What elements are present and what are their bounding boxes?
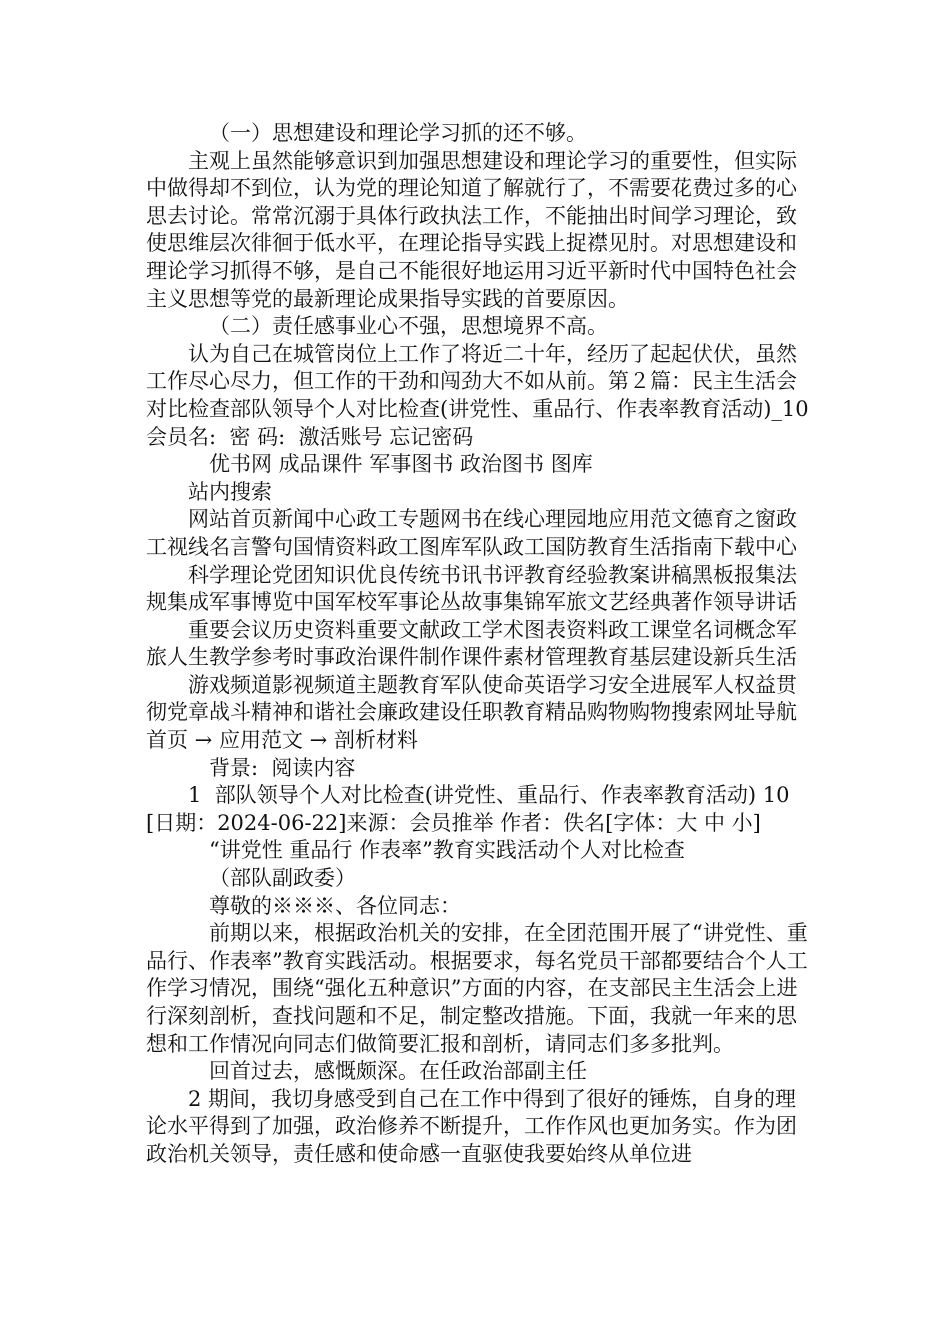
paragraph-8: 科学理论党团知识优良传统书讯书评教育经验教案讲稿黑板报集法规集成军事博览中国军校军事论丛故事集锦军旅文艺经典著作领导讲话 xyxy=(146,562,797,615)
paragraph-10: 游戏频道影视频道主题教育军队使命英语学习安全进展军人权益贯彻党章战斗精神和谐社会廉政建设任职教育精品购物购物搜索网址导航 首页 → 应用范文 → 剖析材料 xyxy=(146,672,804,753)
paragraph-4: 认为自己在城管岗位上工作了将近二十年，经历了起起伏伏，虽然工作尽心尽力，但工作的干劲和闯劲大不如从前。第２篇：民主生活会对比检查部队领导个人对比检查(讲党性、重品行、作表率教育活动)_10 会员名: 密 码: 激活账号 忘记密码 xyxy=(146,341,816,449)
paragraph-1: （一）思想建设和理论学习抓的还不够。 xyxy=(209,121,587,145)
document-body xyxy=(146,120,814,1169)
paragraph-2: 主观上虽然能够意识到加强思想建设和理论学习的重要性，但实际中做得却不到位，认为党的理论知道了解就行了，不需要花费过多的心思去讨论。常常沉溺于具体行政执法工作，不能抽出时间学习理论，致使思维层次徘徊于低水平，在理论指导实践上捉襟见肘。对思想建设和理论学习抓得不够，是自己不能很好地运用习近平新时代中国特色社会主义思想等党的最新理论成果指导实践的首要原因。 xyxy=(146,148,797,311)
paragraph-16: 前期以来，根据政治机关的安排，在全团范围开展了“讲党性、重品行、作表率”教育实践活动。根据要求，每名党员干部都要结合个人工作学习情况，围绕“强化五种意识”方面的内容，在支部民主生活会上进行深刻剖析，查找问题和不足，制定整改措施。下面，我就一年来的思想和工作情况向同志们做简要汇报和剖析，请同志们多多批判。 xyxy=(146,921,808,1056)
paragraph-12: 1 部队领导个人对比检查(讲党性、重品行、作表率教育活动) 10 [日期：2024-06-22]来源：会员推举 作者：佚名[字体：大 中 小] xyxy=(146,783,797,835)
paragraph-11: 背景: 阅读内容 xyxy=(209,755,356,780)
paragraph-9: 重要会议历史资料重要文献政工学术图表资料政工课堂名词概念军旅人生教学参考时事政治课件制作课件素材管理教育基层建设新兵生活 xyxy=(146,617,797,670)
paragraph-5: 优书网 成品课件 军事图书 政治图书 图库 xyxy=(209,452,593,477)
paragraph-7: 网站首页新闻中心政工专题网书在线心理园地应用范文德育之窗政工视线名言警句国情资料政工图库军队政工国防教育生活指南下载中心 xyxy=(146,507,797,559)
paragraph-13: “讲党性 重品行 作表率”教育实践活动个人对比检查 xyxy=(209,838,685,863)
paragraph-14: （部队副政委） xyxy=(209,866,356,891)
paragraph-15: 尊敬的※※※、各位同志： xyxy=(209,893,461,918)
paragraph-3: （二）责任感事业心不强，思想境界不高。 xyxy=(209,314,608,339)
paragraph-18: 2 期间，我切身感受到自己在工作中得到了很好的锤炼，自身的理论水平得到了加强，政治修养不断提升，工作作风也更加务实。作为团政治机关领导，责任感和使命感一直驱使我要始终从单位进 xyxy=(146,1086,797,1166)
paragraph-17: 回首过去，感慨颇深。在任政治部副主任 xyxy=(209,1059,587,1084)
paragraph-6: 站内搜索 xyxy=(188,479,272,504)
